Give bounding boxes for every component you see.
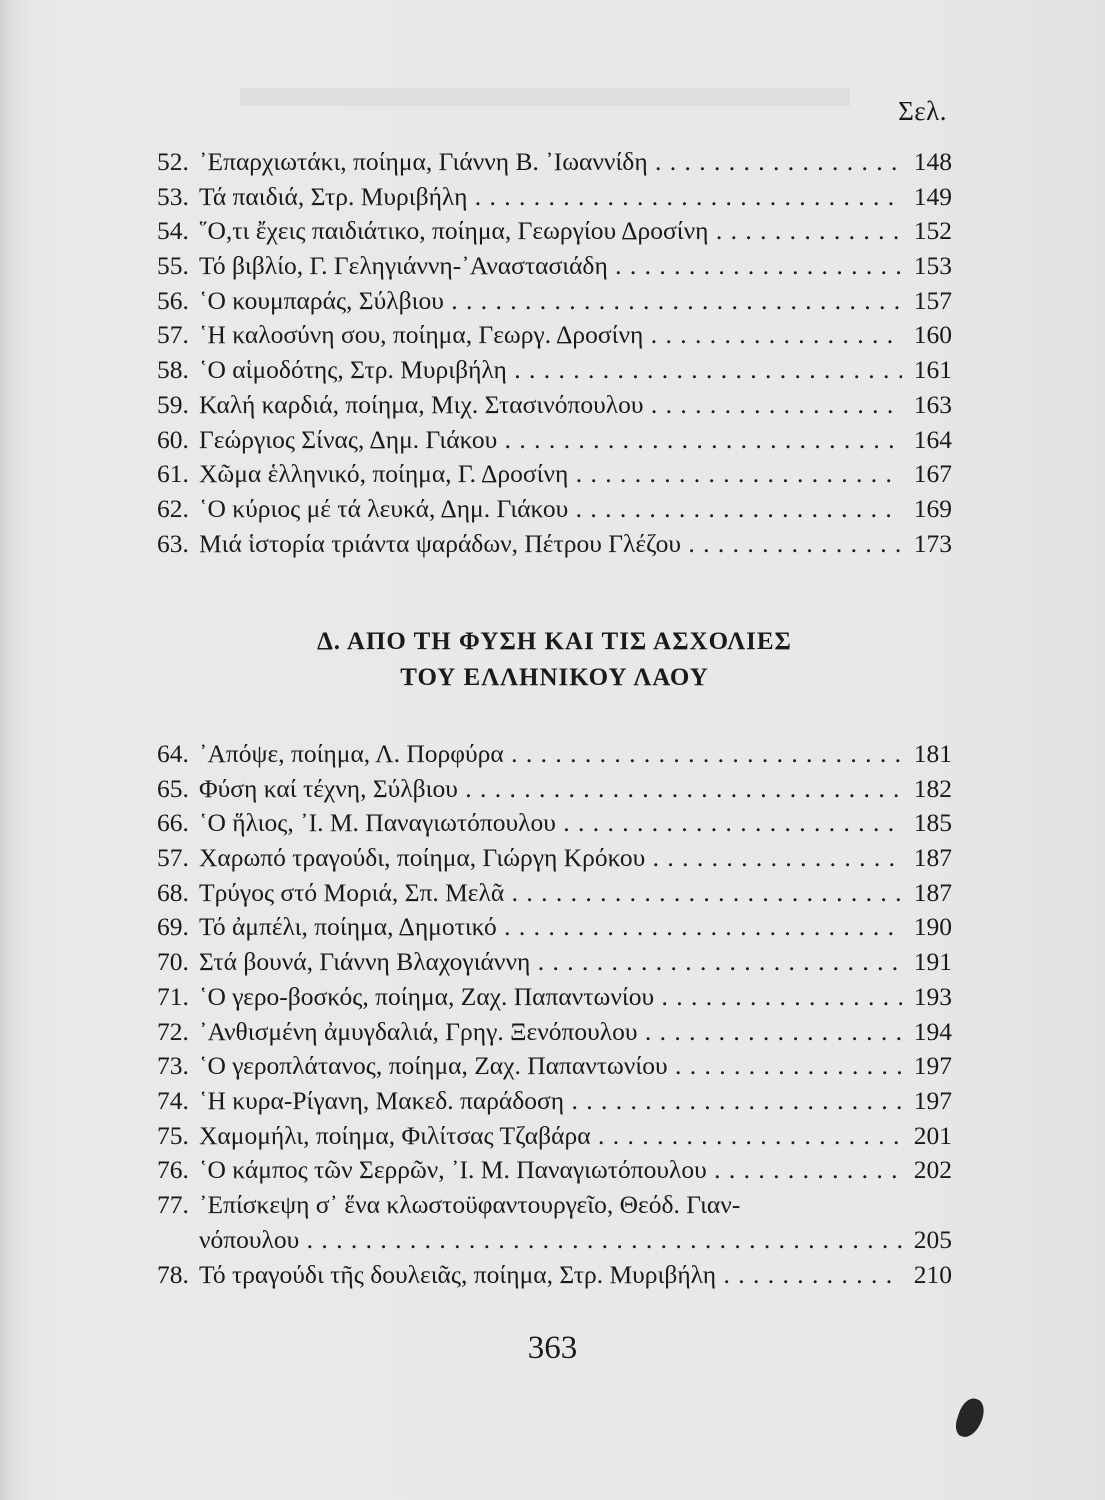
toc-entry: 76. ῾Ο κάμπος τῶν Σερρῶν, ᾿Ι. Μ. Παναγιωτόπουλου . . . 202 [157,1153,952,1188]
toc-entry: 53. Τά παιδιά, Στρ. Μυριβήλη . . . 149 [157,180,952,215]
toc-entry: 72. ᾿Ανθισμένη ἀμυγδαλιά, Γρηγ. Ξενόπουλου . . . 194 [157,1015,952,1050]
toc-entry: 64. ᾿Απόψε, ποίημα, Λ. Πορφύρα . . . 181 [157,737,952,772]
toc-entry: 73. ῾Ο γεροπλάτανος, ποίημα, Ζαχ. Παπαντωνίου . . . 197 [157,1049,952,1084]
toc-entry: 62. ῾Ο κύριος μέ τά λευκά, Δημ. Γιάκου . . . 169 [157,492,952,527]
section-heading-line1: Δ. ΑΠΟ ΤΗ ΦΥΣΗ ΚΑΙ ΤΙΣ ΑΣΧΟΛΙΕΣ [317,628,792,655]
section-heading-line2: ΤΟΥ ΕΛΛΗΝΙΚΟΥ ΛΑΟΥ [400,664,709,691]
toc-entry: 69. Τό ἀμπέλι, ποίημα, Δημοτικό . . . 190 [157,910,952,945]
toc-entry: 68. Τρύγος στό Μοριά, Σπ. Μελᾶ . . . 187 [157,876,952,911]
toc-entry: 54. ῞Ο,τι ἔχεις παιδιάτικο, ποίημα, Γεωργίου Δροσίνη . . . 152 [157,214,952,249]
toc-entry: 78. Τό τραγούδι τῆς δουλειᾶς, ποίημα, Στρ. Μυριβήλη . . . 210 [157,1258,952,1293]
toc-list-part2 [157,737,952,1292]
toc-entry: 66. ῾Ο ἥλιος, ᾿Ι. Μ. Παναγιωτόπουλου . . . 185 [157,806,952,841]
toc-entry: 57. Χαρωπό τραγούδι, ποίημα, Γιώργη Κρόκου . . . 187 [157,841,952,876]
show-through-text [240,88,850,106]
toc-entry: 56. ῾Ο κουμπαράς, Σύλβιου . . . 157 [157,284,952,319]
toc-entry: 55. Τό βιβλίο, Γ. Γεληγιάννη-᾿Αναστασιάδη . . . 153 [157,249,952,284]
toc-entry: 63. Μιά ἱστορία τριάντα ψαράδων, Πέτρου Γλέζου . . . 173 [157,527,952,562]
toc-entry: 65. Φύση καί τέχνη, Σύλβιου . . . 182 [157,772,952,807]
toc-list-part1 [157,145,952,561]
toc-entry: 70. Στά βουνά, Γιάννη Βλαχογιάννη . . . 191 [157,945,952,980]
toc-entry: 52. ᾿Επαρχιωτάκι, ποίημα, Γιάννη Β. ᾿Ιωαννίδη . . . 148 [157,145,952,180]
toc-entry: 58. ῾Ο αἱμοδότης, Στρ. Μυριβήλη . . . 161 [157,353,952,388]
toc-entry: 74. ῾Η κυρα-Ρίγανη, Μακεδ. παράδοση . . . 197 [157,1084,952,1119]
toc-entry: 61. Χῶμα ἑλληνικό, ποίημα, Γ. Δροσίνη . . . 167 [157,457,952,492]
toc-entry: 77. ᾿Επίσκεψη σ᾿ ἕνα κλωστοϋφαντουργεῖο, Θεόδ. Γιαν- [157,1189,741,1219]
section-heading [157,624,952,696]
toc-entry-continuation: νόπουλου . . . 205 [157,1223,952,1258]
toc-entry: 75. Χαμομήλι, ποίημα, Φιλίτσας Τζαβάρα . . . 201 [157,1119,952,1154]
toc-entry: 60. Γεώργιος Σίνας, Δημ. Γιάκου . . . 164 [157,423,952,458]
ink-blot [952,1395,987,1440]
page-column-label: Σελ. [898,96,947,126]
toc-entry: 57. ῾Η καλοσύνη σου, ποίημα, Γεωργ. Δροσίνη . . . 160 [157,318,952,353]
toc-entry: 59. Καλή καρδιά, ποίημα, Μιχ. Στασινόπουλου . . . 163 [157,388,952,423]
page-number: 363 [527,1330,578,1366]
toc-entry: 71. ῾Ο γερο-βοσκός, ποίημα, Ζαχ. Παπαντωνίου . . . 193 [157,980,952,1015]
